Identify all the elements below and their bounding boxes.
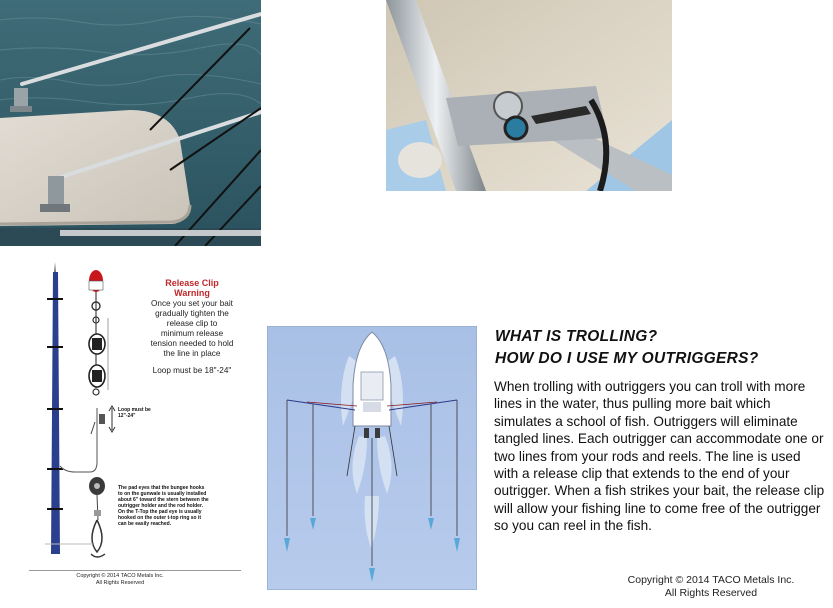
heading-use-outriggers: HOW DO I USE MY OUTRIGGERS? bbox=[495, 350, 759, 367]
boat-trolling-diagram bbox=[267, 326, 477, 590]
loop-length-text: Loop must be 18"-24" bbox=[152, 366, 232, 375]
trolling-rights-line: All Rights Reserved bbox=[664, 587, 758, 599]
diagram-rights-line: All Rights Reserved bbox=[95, 580, 145, 586]
diagram-copyright bbox=[25, 573, 215, 587]
loop-note: Loop must be 12"-24" bbox=[118, 407, 151, 419]
release-clip-diagram bbox=[25, 258, 251, 604]
ttop-mount-photo bbox=[386, 0, 672, 191]
divider bbox=[29, 570, 241, 571]
warning-title: Release Clip Warning bbox=[165, 278, 219, 298]
outrigger-ttop-photo bbox=[0, 0, 261, 246]
trolling-body-text: When trolling with outriggers you can troll with more lines in the water, thus pulling more bait which simulates a school of fish. Outriggers will eliminate tangled lines. Each outrigger can accommodate one or two lines from your rods and reels. The line is used with a release clip that extends to the end of your outrigger. When a fish strikes your bait, the release clip will allow your fishing line to come free of the outrigger so you can reel in the fish. bbox=[494, 379, 825, 534]
warning-body: Once you set your bait gradually tighten the release clip to minimum release tension needed to hold the line in place bbox=[150, 299, 234, 358]
trolling-copyright-line: Copyright © 2014 TACO Metals Inc. bbox=[627, 574, 795, 586]
release-clip-warning bbox=[150, 278, 234, 376]
pad-eye-note: The pad eyes that the bungee hooks to on the gunwale is usually installed about 6" toward the stern between the outrigger holder and the rod holder. On the T-Top the pad eye is usually hooked on the outer t-top ring so it can be easily reached. bbox=[118, 485, 209, 527]
diagram-copyright-line: Copyright © 2014 TACO Metals Inc. bbox=[76, 573, 164, 579]
heading-what-is-trolling: WHAT IS TROLLING? bbox=[495, 328, 658, 345]
trolling-copyright bbox=[606, 574, 816, 600]
